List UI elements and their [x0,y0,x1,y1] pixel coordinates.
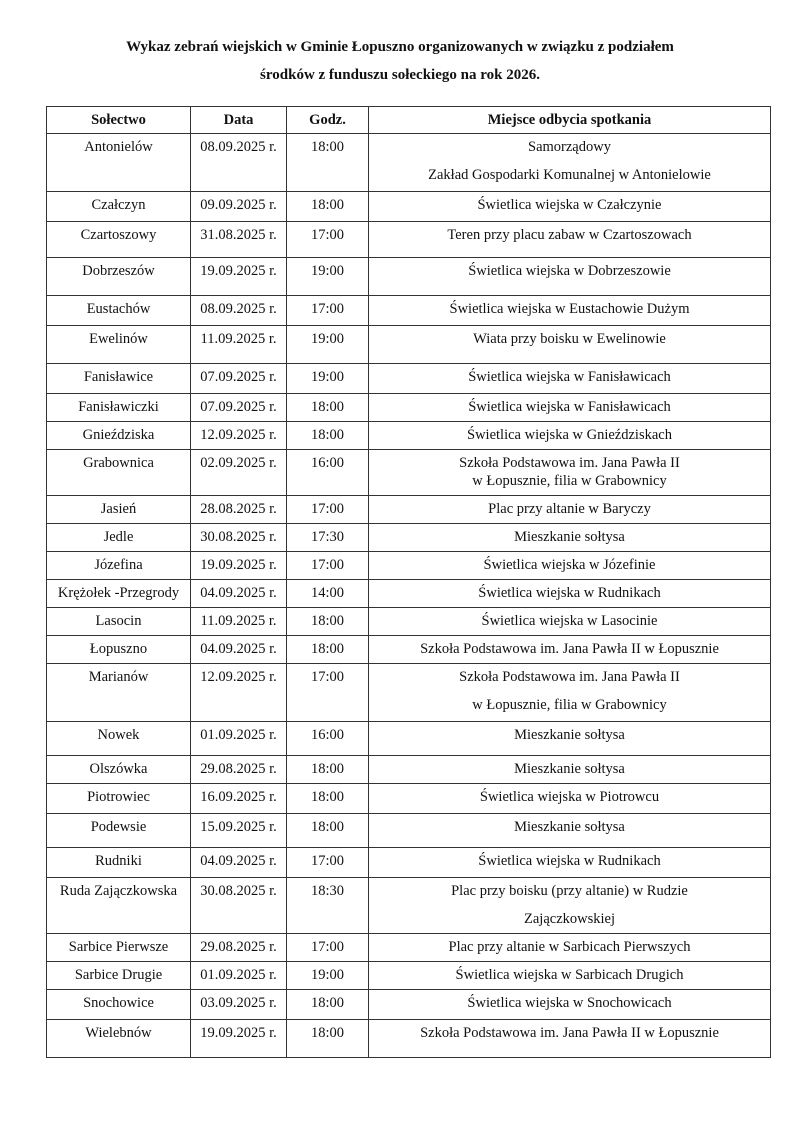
cell-data: 04.09.2025 r. [191,580,287,608]
cell-godz: 19:00 [287,962,369,990]
cell-miejsce [369,756,771,784]
table-row [47,450,771,496]
cell-miejsce-line: Świetlica wiejska w Lasocinie [481,613,658,629]
cell-miejsce-line: Zakład Gospodarki Komunalnej w Antonielowie [428,167,711,183]
document-title-line-2: środków z funduszu sołeckiego na rok 2026. [260,67,540,83]
cell-data: 02.09.2025 r. [191,450,287,496]
cell-miejsce-line: Szkoła Podstawowa im. Jana Pawła II [459,669,680,685]
table-row [47,192,771,222]
table-header-row [47,107,771,134]
cell-miejsce-line: Świetlica wiejska w Piotrowcu [479,789,660,805]
table-row [47,878,771,934]
cell-miejsce [369,990,771,1020]
cell-miejsce-line: w Łopusznie, filia w Grabownicy [472,473,667,489]
document-title-line-1: Wykaz zebrań wiejskich w Gminie Łopuszno organizowanych w związku z podziałem [126,39,674,55]
table-row [47,222,771,258]
cell-data: 11.09.2025 r. [191,326,287,364]
table-row [47,258,771,296]
cell-data: 04.09.2025 r. [191,636,287,664]
cell-data: 16.09.2025 r. [191,784,287,814]
cell-solectwo: Ruda Zajączkowska [47,878,191,934]
cell-miejsce-line: Mieszkanie sołtysa [514,819,625,835]
table-row [47,934,771,962]
table-row [47,784,771,814]
cell-data: 07.09.2025 r. [191,394,287,422]
cell-miejsce [369,784,771,814]
cell-miejsce-line: Plac przy altanie w Baryczy [488,501,651,517]
table-row [47,756,771,784]
cell-solectwo: Eustachów [47,296,191,326]
cell-miejsce [369,664,771,722]
cell-solectwo: Jasień [47,496,191,524]
cell-godz: 17:00 [287,848,369,878]
header-miejsce: Miejsce odbycia spotkania [369,107,771,134]
table-row [47,326,771,364]
cell-miejsce [369,192,771,222]
cell-data: 12.09.2025 r. [191,664,287,722]
cell-miejsce-line: Mieszkanie sołtysa [514,727,625,743]
cell-data: 08.09.2025 r. [191,134,287,192]
cell-data: 19.09.2025 r. [191,1020,287,1058]
cell-solectwo: Krężołek -Przegrody [47,580,191,608]
cell-miejsce [369,934,771,962]
table-row [47,496,771,524]
cell-miejsce [369,962,771,990]
cell-data: 19.09.2025 r. [191,552,287,580]
table-row [47,394,771,422]
cell-godz: 18:00 [287,636,369,664]
cell-godz: 18:00 [287,192,369,222]
cell-solectwo: Podewsie [47,814,191,848]
cell-solectwo: Fanisławiczki [47,394,191,422]
cell-miejsce-line: Świetlica wiejska w Czałczynie [477,197,662,213]
cell-miejsce-line: Teren przy placu zabaw w Czartoszowach [447,227,692,243]
table-body [47,134,771,1058]
cell-miejsce-line: Wiata przy boisku w Ewelinowie [473,331,666,347]
cell-data: 15.09.2025 r. [191,814,287,848]
cell-miejsce-line: Świetlica wiejska w Fanisławicach [468,369,671,385]
cell-miejsce [369,524,771,552]
cell-miejsce-line: Szkoła Podstawowa im. Jana Pawła II [459,455,680,471]
cell-godz: 18:00 [287,394,369,422]
cell-miejsce [369,326,771,364]
meetings-table [46,106,771,1058]
table-row [47,664,771,722]
cell-miejsce-line: Mieszkanie sołtysa [514,761,625,777]
cell-godz: 17:00 [287,222,369,258]
cell-miejsce [369,1020,771,1058]
cell-solectwo: Antonielów [47,134,191,192]
cell-data: 19.09.2025 r. [191,258,287,296]
header-solectwo: Sołectwo [47,107,191,134]
cell-data: 07.09.2025 r. [191,364,287,394]
cell-godz: 19:00 [287,326,369,364]
table-row [47,422,771,450]
cell-miejsce-line: Plac przy boisku (przy altanie) w Rudzie [451,883,688,899]
cell-godz: 18:00 [287,814,369,848]
table-row [47,608,771,636]
cell-miejsce-line: Świetlica wiejska w Sarbicach Drugich [455,967,684,983]
cell-miejsce-line: Samorządowy [528,139,611,155]
cell-godz: 17:30 [287,524,369,552]
cell-solectwo: Dobrzeszów [47,258,191,296]
cell-data: 11.09.2025 r. [191,608,287,636]
header-data: Data [191,107,287,134]
cell-solectwo: Ewelinów [47,326,191,364]
cell-data: 30.08.2025 r. [191,878,287,934]
cell-godz: 16:00 [287,722,369,756]
cell-godz: 19:00 [287,364,369,394]
cell-miejsce [369,364,771,394]
cell-solectwo: Sarbice Pierwsze [47,934,191,962]
cell-miejsce [369,722,771,756]
cell-miejsce [369,608,771,636]
cell-miejsce [369,636,771,664]
cell-data: 31.08.2025 r. [191,222,287,258]
cell-godz: 17:00 [287,552,369,580]
cell-solectwo: Józefina [47,552,191,580]
cell-miejsce-line: Plac przy altanie w Sarbicach Pierwszych [448,939,691,955]
cell-data: 03.09.2025 r. [191,990,287,1020]
cell-data: 09.09.2025 r. [191,192,287,222]
cell-miejsce-line: Mieszkanie sołtysa [514,529,625,545]
cell-godz: 18:00 [287,990,369,1020]
cell-miejsce-line: Zajączkowskiej [524,911,615,927]
cell-solectwo: Jedle [47,524,191,552]
cell-solectwo: Piotrowiec [47,784,191,814]
cell-godz: 18:00 [287,756,369,784]
cell-solectwo: Fanisławice [47,364,191,394]
table-row [47,1020,771,1058]
cell-godz: 18:00 [287,134,369,192]
cell-solectwo: Olszówka [47,756,191,784]
cell-miejsce [369,450,771,496]
cell-miejsce-line: Świetlica wiejska w Rudnikach [478,853,661,869]
cell-solectwo: Grabownica [47,450,191,496]
cell-godz: 18:00 [287,422,369,450]
table-row [47,524,771,552]
cell-solectwo: Łopuszno [47,636,191,664]
cell-godz: 18:00 [287,608,369,636]
cell-miejsce-line: Świetlica wiejska w Snochowicach [467,995,672,1011]
cell-miejsce [369,814,771,848]
table-row [47,848,771,878]
cell-data: 29.08.2025 r. [191,756,287,784]
cell-solectwo: Nowek [47,722,191,756]
cell-godz: 17:00 [287,296,369,326]
cell-godz: 18:00 [287,784,369,814]
cell-solectwo: Snochowice [47,990,191,1020]
cell-data: 12.09.2025 r. [191,422,287,450]
cell-miejsce [369,552,771,580]
cell-godz: 19:00 [287,258,369,296]
table-row [47,990,771,1020]
header-godz: Godz. [287,107,369,134]
cell-solectwo: Rudniki [47,848,191,878]
cell-miejsce-line: Świetlica wiejska w Gnieździskach [467,427,672,443]
cell-godz: 14:00 [287,580,369,608]
cell-miejsce [369,580,771,608]
cell-miejsce-line: Szkoła Podstawowa im. Jana Pawła II w Łopusznie [420,641,719,657]
cell-miejsce [369,222,771,258]
table-row [47,722,771,756]
cell-godz: 16:00 [287,450,369,496]
cell-miejsce-line: Świetlica wiejska w Rudnikach [478,585,661,601]
cell-data: 04.09.2025 r. [191,848,287,878]
cell-miejsce-line: Świetlica wiejska w Dobrzeszowie [468,263,671,279]
cell-godz: 18:30 [287,878,369,934]
cell-miejsce [369,394,771,422]
cell-miejsce-line: w Łopusznie, filia w Grabownicy [472,697,667,713]
cell-miejsce [369,422,771,450]
table-row [47,814,771,848]
cell-data: 29.08.2025 r. [191,934,287,962]
cell-miejsce [369,878,771,934]
cell-miejsce [369,134,771,192]
cell-miejsce-line: Świetlica wiejska w Józefinie [483,557,656,573]
cell-godz: 17:00 [287,664,369,722]
cell-godz: 17:00 [287,496,369,524]
cell-solectwo: Wielebnów [47,1020,191,1058]
cell-godz: 17:00 [287,934,369,962]
cell-miejsce-line: Szkoła Podstawowa im. Jana Pawła II w Łopusznie [420,1025,719,1041]
cell-solectwo: Czartoszowy [47,222,191,258]
table-row [47,962,771,990]
cell-miejsce [369,258,771,296]
cell-solectwo: Gnieździska [47,422,191,450]
cell-solectwo: Czałczyn [47,192,191,222]
cell-godz: 18:00 [287,1020,369,1058]
cell-miejsce-line: Świetlica wiejska w Eustachowie Dużym [449,301,690,317]
cell-data: 28.08.2025 r. [191,496,287,524]
cell-miejsce [369,496,771,524]
cell-data: 01.09.2025 r. [191,962,287,990]
table-row [47,364,771,394]
table-row [47,580,771,608]
cell-data: 08.09.2025 r. [191,296,287,326]
cell-solectwo: Marianów [47,664,191,722]
table-row [47,552,771,580]
cell-miejsce-line: Świetlica wiejska w Fanisławicach [468,399,671,415]
cell-miejsce [369,296,771,326]
cell-data: 01.09.2025 r. [191,722,287,756]
table-row [47,134,771,192]
cell-data: 30.08.2025 r. [191,524,287,552]
cell-solectwo: Lasocin [47,608,191,636]
table-row [47,636,771,664]
cell-miejsce [369,848,771,878]
table-row [47,296,771,326]
cell-solectwo: Sarbice Drugie [47,962,191,990]
